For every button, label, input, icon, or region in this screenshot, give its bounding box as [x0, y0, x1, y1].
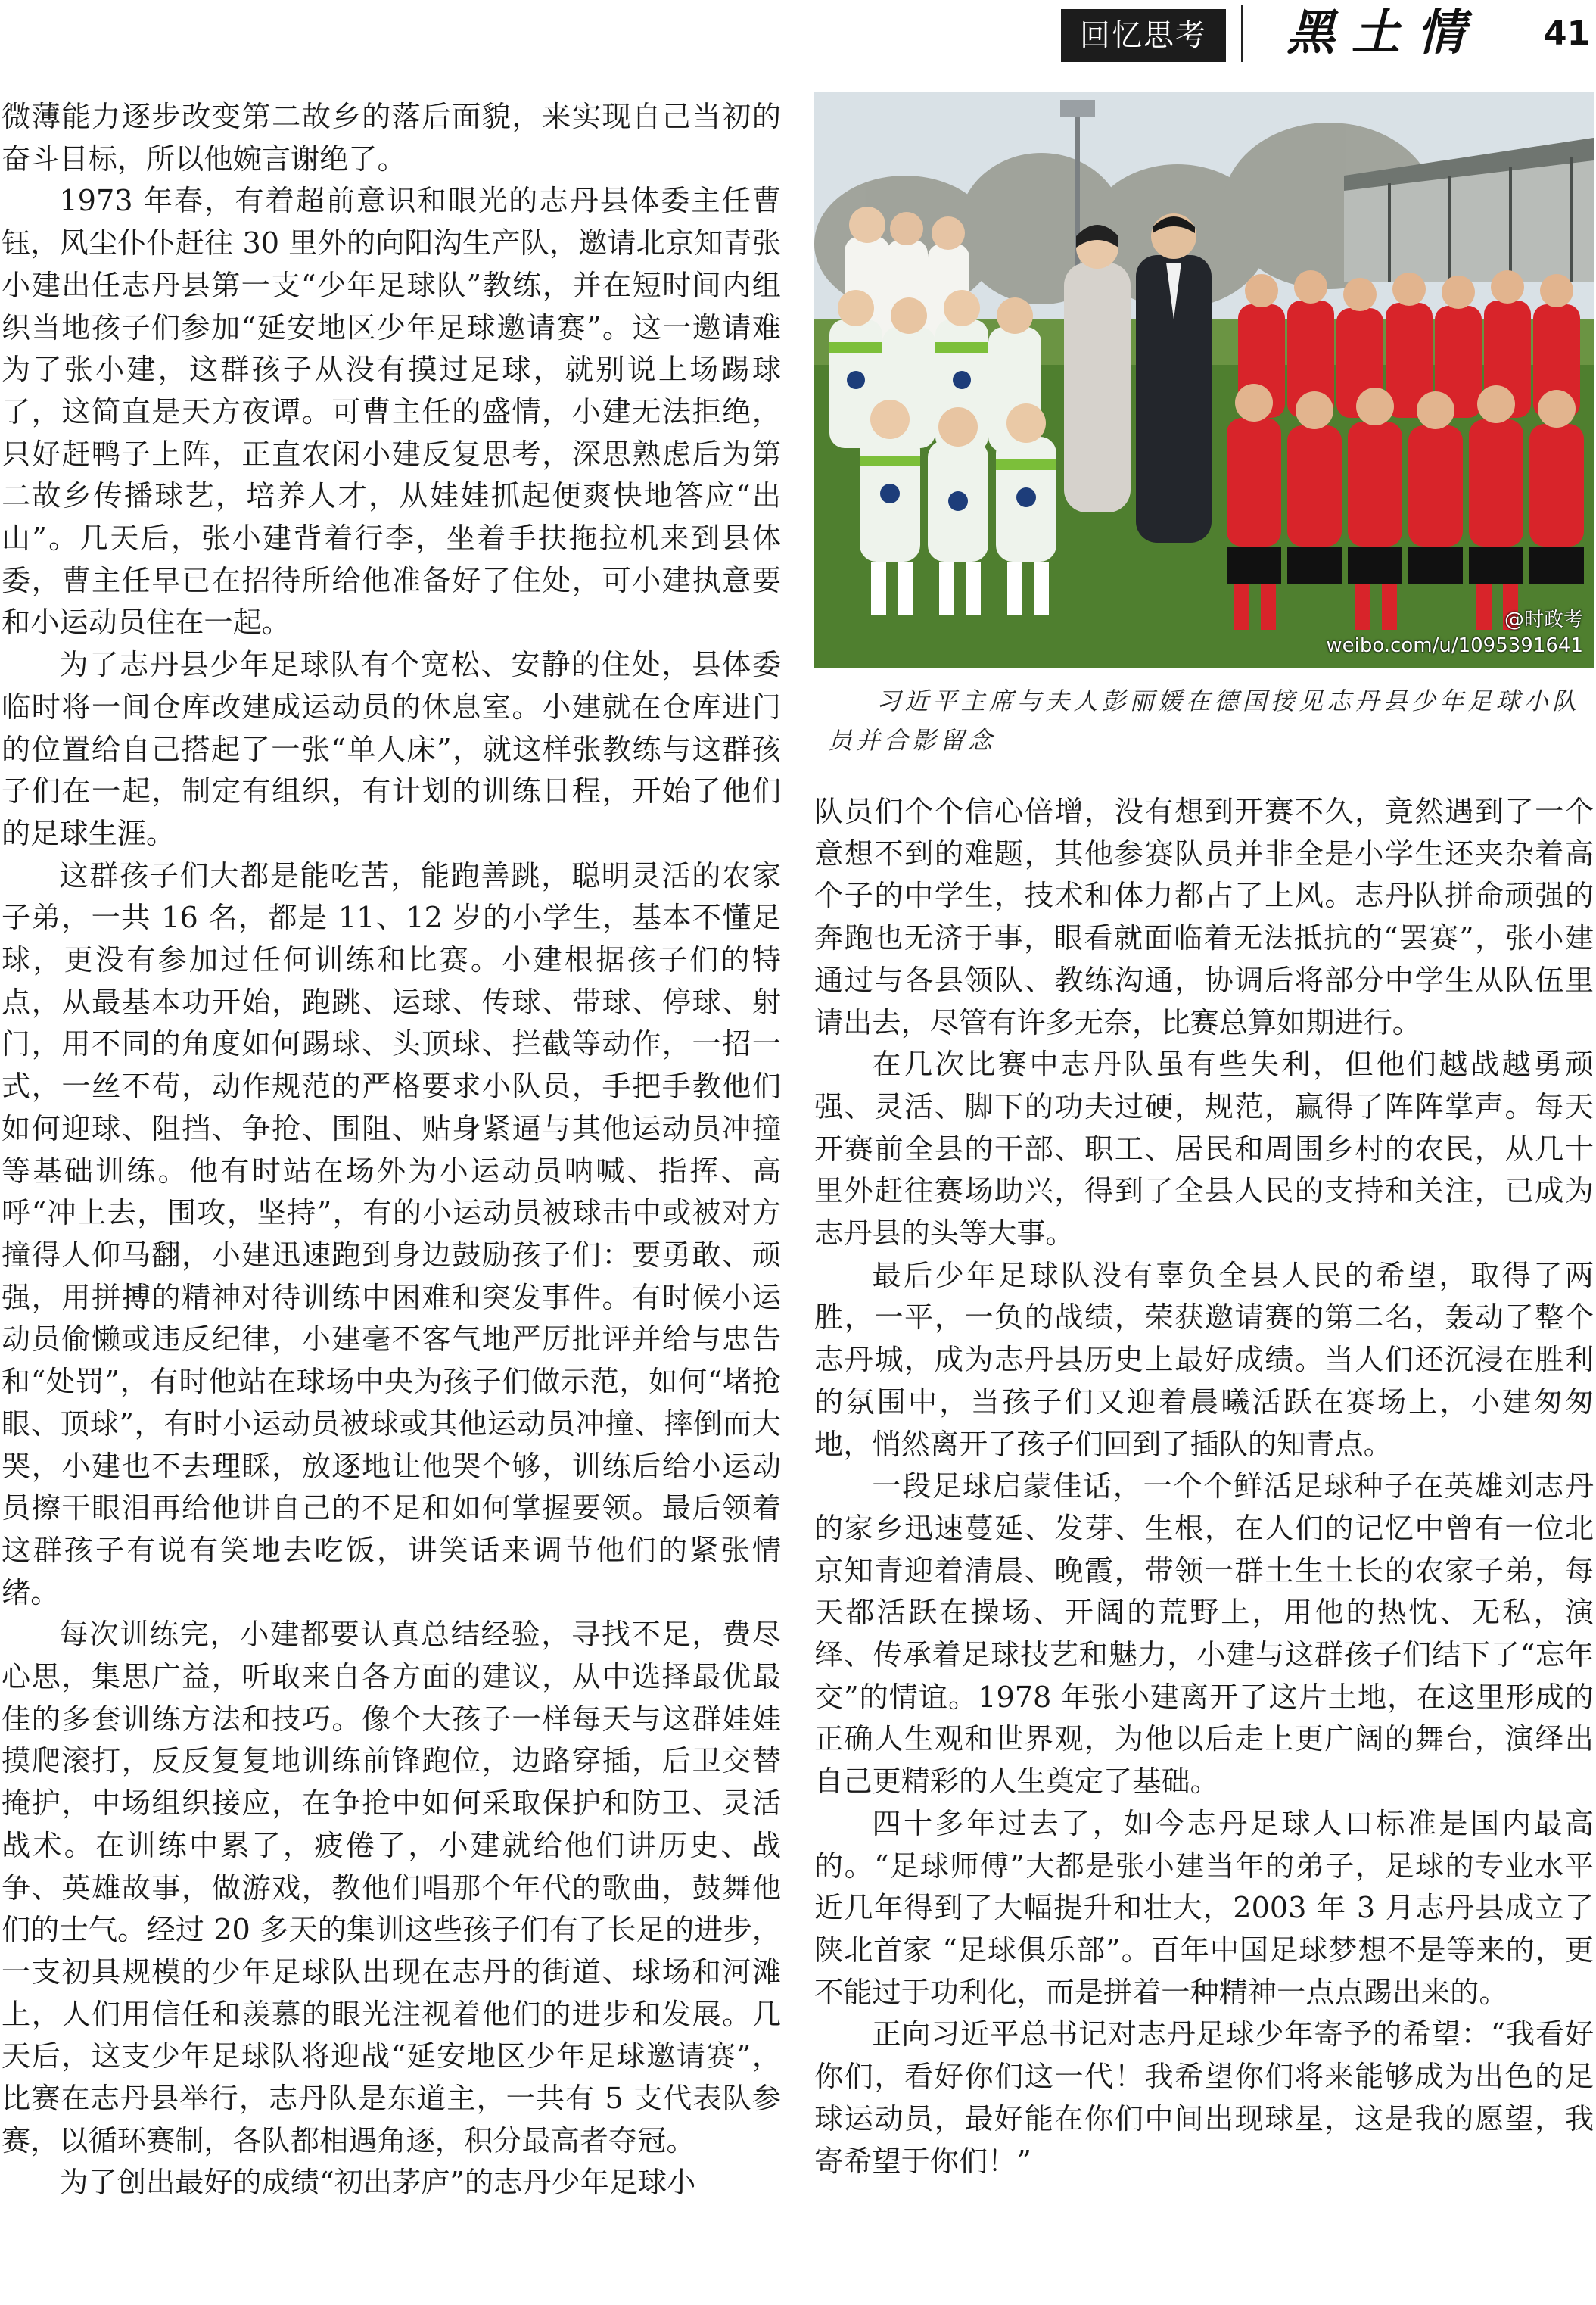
- paragraph: 正向习近平总书记对志丹足球少年寄予的希望：“我看好你们，看好你们这一代！我希望你们将来能够成为出色的足球运动员，最好能在你们中间出现球星，这是我的愿望，我寄希望于你们！”: [814, 2018, 1594, 2179]
- paragraph: 1973 年春，有着超前意识和眼光的志丹县体委主任曹钰，风尘仆仆赶往 30 里外的向阳沟生产队，邀请北京知青张小建出任志丹县第一支“少年足球队”教练，并在短时间内组织当地孩子们参加“延安地区少年足球邀请赛”。这一邀请难为了张小建，这群孩子从没有摸过足球，就别说上场踢球了，这简直是天方夜谭。可曹主任的盛情，小建无法拒绝，只好赶鸭子上阵，正直农闲小建反复思考，深思熟虑后为第二故乡传播球艺，培养人才，从娃娃抓起便爽快地答应“出山”。几天后，张小建背着行李，坐着手扶拖拉机来到县体委，曹主任早已在招待所给他准备好了住处，可小建执意要和小运动员住在一起。: [2, 185, 781, 640]
- paragraph: 队员们个个信心倍增，没有想到开赛不久，竟然遇到了一个意想不到的难题，其他参赛队员并非全是小学生还夹杂着高个子的中学生，技术和体力都占了上风。志丹队拼命顽强的奔跑也无济于事，眼看就面临着无法抵抗的“罢赛”，张小建通过与各县领队、教练沟通，协调后将部分中学生从队伍里请出去，尽管有许多无奈，比赛总算如期进行。: [814, 796, 1594, 1040]
- photo-watermark: [1326, 607, 1583, 659]
- photo-figure: [814, 92, 1594, 760]
- paragraph: 四十多年过去了，如今志丹足球人口标准是国内最高的。“足球师傅”大都是张小建当年的弟子，足球的专业水平近几年得到了大幅提升和壮大，2003 年 3 月志丹县成立了陕北首家 “足球俱乐部”。百年中国足球梦想不是等来的，更不能过于功利化，而是拼着一种精神一点点踢出来的。: [814, 1807, 1594, 2010]
- section-tag: 回忆思考: [1061, 9, 1226, 62]
- watermark-handle: @时政考: [1504, 609, 1583, 631]
- page-header: [0, 0, 1596, 68]
- header-divider: [1241, 5, 1243, 62]
- paragraph: 这群孩子们大都是能吃苦，能跑善跳，聪明灵活的农家子弟，一共 16 名，都是 11、12 岁的小学生，基本不懂足球，更没有参加过任何训练和比赛。小建根据孩子们的特点，从最基本功开始，跑跳、运球、传球、带球、停球、射门，用不同的角度如何踢球、头顶球、拦截等动作，一招一式，一丝不苟，动作规范的严格要求小队员，手把手教他们如何迎球、阻挡、争抢、围阻、贴身紧逼与其他运动员冲撞等基础训练。他有时站在场外为小运动员呐喊、指挥、高呼“冲上去，围攻，坚持”，有的小运动员被球击中或被对方撞得人仰马翻，小建迅速跑到身边鼓励孩子们：要勇敢、顽强，用拼搏的精神对待训练中困难和突发事件。有时候小运动员偷懒或违反纪律，小建毫不客气地严厉批评并给与忠告和“处罚”，有时他站在球场中央为孩子们做示范，如何“堵抢眼、顶球”，有时小运动员被球或其他运动员冲撞、摔倒而大哭，小建也不去理睬，放逐地让他哭个够，训练后给小运动员擦干眼泪再给他讲自己的不足和如何掌握要领。最后领着这群孩子有说有笑地去吃饭，讲笑话来调节他们的紧张情绪。: [2, 859, 781, 1610]
- paragraph: 每次训练完，小建都要认真总结经验，寻找不足，费尽心思，集思广益，听取来自各方面的建议，从中选择最优最佳的多套训练方法和技巧。像个大孩子一样每天与这群娃娃摸爬滚打，反反复复地训练前锋跑位，边路穿插，后卫交替掩护，中场组织接应，在争抢中如何采取保护和防卫、灵活战术。在训练中累了，疲倦了，小建就给他们讲历史、战争、英雄故事，做游戏，教他们唱那个年代的歌曲，鼓舞他们的士气。经过 20 多天的集训这些孩子们有了长足的进步，一支初具规模的少年足球队出现在志丹的街道、球场和河滩上，人们用信任和羡慕的眼光注视着他们的进步和发展。几天后，这支少年足球队将迎战“延安地区少年足球邀请赛”，比赛在志丹县举行，志丹队是东道主，一共有 5 支代表队参赛，以循环赛制，各队都相遇角逐，积分最高者夺冠。: [2, 1618, 781, 2158]
- photo-caption: 习近平主席与夫人彭丽媛在德国接见志丹县少年足球小队员并合影留念: [828, 687, 1580, 755]
- paragraph: 在几次比赛中志丹队虽有些失利，但他们越战越勇顽强、灵活、脚下的功夫过硬，规范，赢得了阵阵掌声。每天开赛前全县的干部、职工、居民和周围乡村的农民，从几十里外赶往赛场助兴，得到了全县人民的支持和关注，已成为志丹县的头等大事。: [814, 1048, 1594, 1251]
- team-photo: [814, 92, 1594, 668]
- paragraph: 为了志丹县少年足球队有个宽松、安静的住处，县体委临时将一间仓库改建成运动员的休息室。小建就在仓库进门的位置给自己搭起了一张“单人床”，就这样张教练与这群孩子们在一起，制定有组织，有计划的训练日程，开始了他们的足球生涯。: [2, 649, 781, 851]
- paragraph: 一段足球启蒙佳话，一个个鲜活足球种子在英雄刘志丹的家乡迅速蔓延、发芽、生根，在人们的记忆中曾有一位北京知青迎着清晨、晚霞，带领一群土生土长的农家子弟，每天都活跃在操场、开阔的荒野上，用他的热忱、无私，演绎、传承着足球技艺和魅力，小建与这群孩子们结下了“忘年交”的情谊。1978 年张小建离开了这片土地，在这里形成的正确人生观和世界观，为他以后走上更广阔的舞台，演绎出自己更精彩的人生奠定了基础。: [814, 1470, 1594, 1799]
- watermark-url: weibo.com/u/1095391641: [1326, 634, 1583, 657]
- paragraph: 为了创出最好的成绩“初出茅庐”的志丹少年足球小: [59, 2166, 696, 2201]
- magazine-title: 黑土情: [1286, 5, 1482, 61]
- page-number: 41: [1544, 14, 1591, 53]
- paragraph: 微薄能力逐步改变第二故乡的落后面貌，来实现自己当初的奋斗目标，所以他婉言谢绝了。: [2, 101, 781, 176]
- left-column: [2, 97, 781, 2300]
- paragraph: 最后少年足球队没有辜负全县人民的希望，取得了两胜，一平，一负的战绩，荣获邀请赛的第二名，轰动了整个志丹城，成为志丹县历史上最好成绩。当人们还沉浸在胜利的氛围中，当孩子们又迎着晨曦活跃在赛场上，小建匆匆地，悄然离开了孩子们回到了插队的知青点。: [814, 1259, 1594, 1462]
- right-column: [814, 792, 1594, 2302]
- team-photo-illustration: [814, 92, 1594, 668]
